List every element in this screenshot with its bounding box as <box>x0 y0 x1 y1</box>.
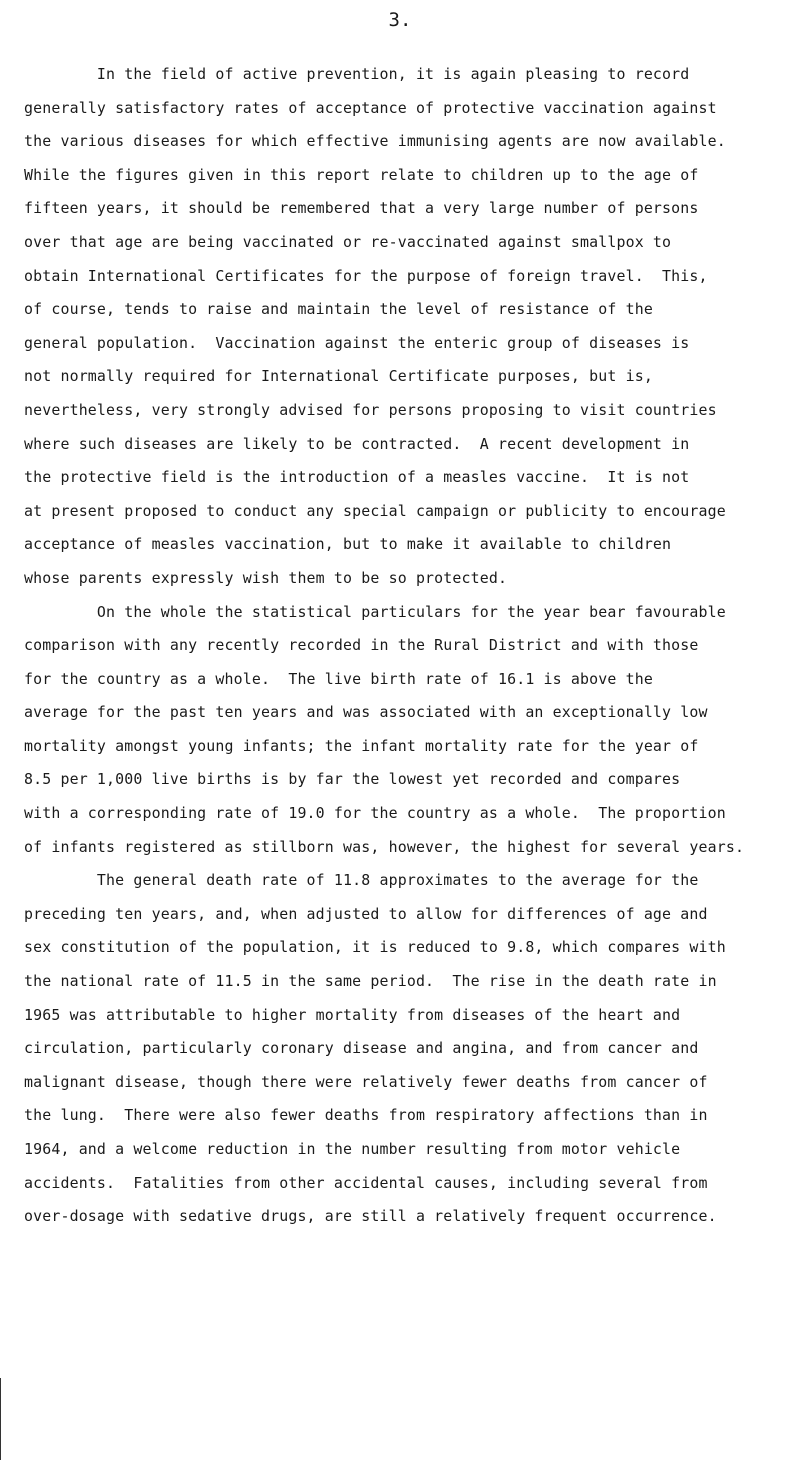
paragraph-statistics <box>24 596 800 1234</box>
text-line: of infants registered as stillborn was, however, the highest for several years. <box>24 837 745 856</box>
text-line: the various diseases for which effective immunising agents are now available. <box>24 132 726 151</box>
text-line: for the country as a whole. The live birth rate of 16.1 is above the <box>24 669 653 688</box>
text-line: 1965 was attributable to higher mortality from diseases of the heart and <box>24 1005 681 1024</box>
text-line: malignant disease, though there were relatively fewer deaths from cancer of <box>24 1072 708 1091</box>
text-line: average for the past ten years and was associated with an exceptionally low <box>24 703 708 722</box>
text-line: generally satisfactory rates of acceptance of protective vaccination against <box>24 98 717 117</box>
paragraph-vaccination <box>24 58 800 596</box>
text-line: obtain International Certificates for the purpose of foreign travel. This, <box>24 266 708 285</box>
text-line: with a corresponding rate of 19.0 for the country as a whole. The proportion <box>24 804 726 823</box>
text-line: In the field of active prevention, it is again pleasing to record <box>24 65 690 83</box>
text-line: mortality amongst young infants; the infant mortality rate for the year of <box>24 736 699 755</box>
text-line: the protective field is the introduction of a measles vaccine. It is not <box>24 468 690 487</box>
text-line: whose parents expressly wish them to be so protected. <box>24 568 508 587</box>
text-line: On the whole the statistical particulars for the year bear favourable <box>24 602 726 621</box>
page-number: 3. <box>388 9 412 31</box>
text-line: comparison with any recently recorded in the Rural District and with those <box>24 636 699 655</box>
text-line: preceding ten years, and, when adjusted to allow for differences of age and <box>24 904 708 923</box>
text-line: the lung. There were also fewer deaths from respiratory affections than in <box>24 1106 708 1125</box>
text-line: While the figures given in this report relate to children up to the age of <box>24 165 699 184</box>
text-line: 1964, and a welcome reduction in the number resulting from motor vehicle <box>24 1140 681 1158</box>
text-line: at present proposed to conduct any special campaign or publicity to encourage <box>24 501 726 520</box>
text-line: acceptance of measles vaccination, but to make it available to children <box>24 535 672 554</box>
text-line: the national rate of 11.5 in the same period. The rise in the death rate in <box>24 972 717 991</box>
text-line: sex constitution of the population, it is reduced to 9.8, which compares with <box>24 938 726 957</box>
text-line: circulation, particularly coronary disease and angina, and from cancer and <box>24 1039 699 1058</box>
text-line: nevertheless, very strongly advised for persons proposing to visit countries <box>24 400 717 419</box>
text-line: where such diseases are likely to be contracted. A recent development in <box>24 434 690 453</box>
text-line: accidents. Fatalities from other accidental causes, including several from <box>24 1173 708 1192</box>
text-line: over that age are being vaccinated or re-vaccinated against smallpox to <box>24 232 672 251</box>
body-text <box>24 58 800 1234</box>
text-line: over-dosage with sedative drugs, are still a relatively frequent occurrence. <box>24 1207 717 1226</box>
text-line: general population. Vaccination against the enteric group of diseases is <box>24 333 690 352</box>
text-line: not normally required for International Certificate purposes, but is, <box>24 367 653 386</box>
text-line: 8.5 per 1,000 live births is by far the lowest yet recorded and compares <box>24 770 681 789</box>
margin-rule <box>0 1378 1 1460</box>
text-line: of course, tends to raise and maintain the level of resistance of the <box>24 300 653 319</box>
text-line: The general death rate of 11.8 approximates to the average for the <box>24 871 699 890</box>
text-line: fifteen years, it should be remembered that a very large number of persons <box>24 199 699 218</box>
